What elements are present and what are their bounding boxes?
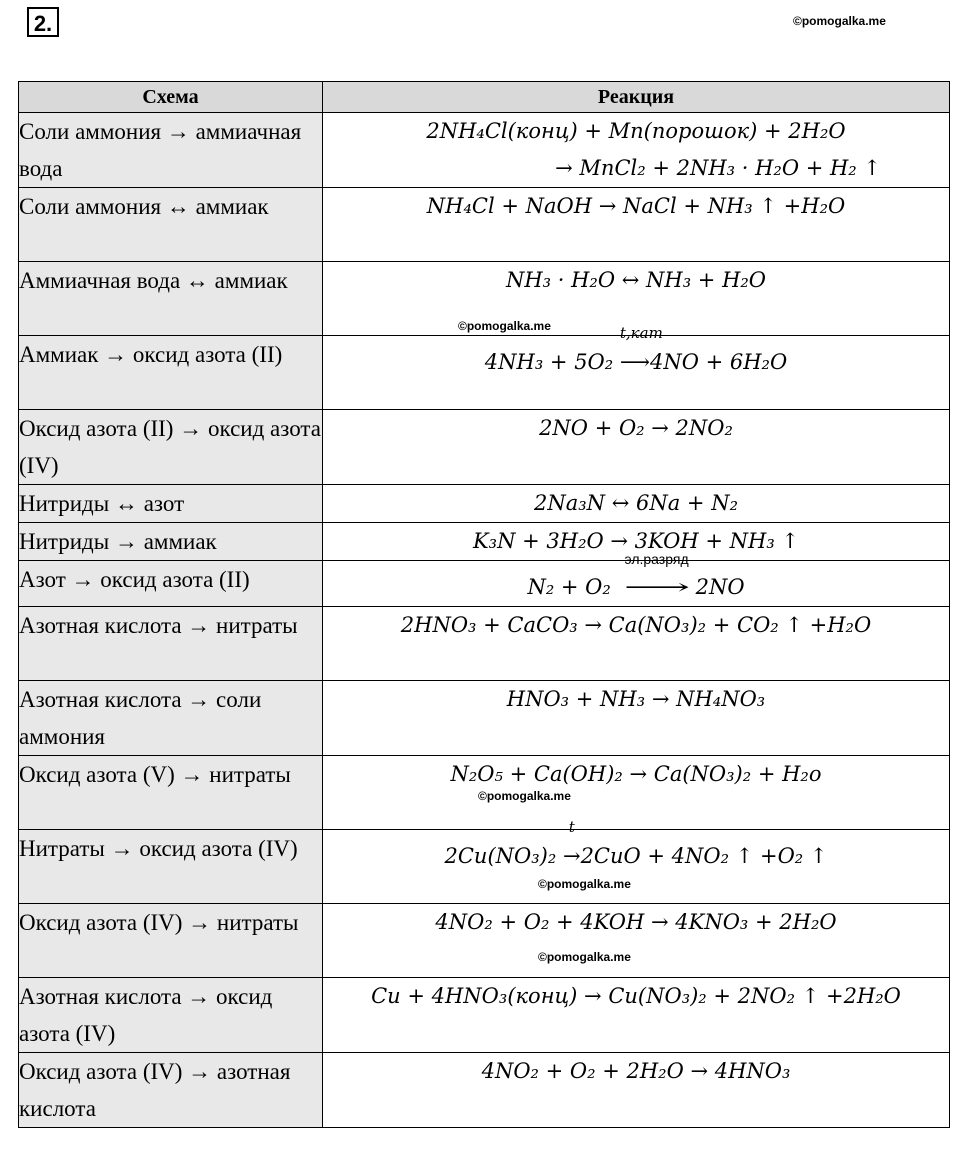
table-row: [19, 978, 950, 1053]
reaction-right: 4NO + 6H₂O: [649, 350, 788, 374]
watermark: ©pomogalka.me: [458, 319, 551, 333]
reaction-left: N₂ + O₂: [527, 575, 618, 599]
table-row: [19, 830, 950, 904]
scheme-cell: Азотная кислота → нитраты: [19, 607, 323, 681]
reaction-cell: 2Na₃N ↔ 6Na + N₂: [323, 485, 950, 523]
scheme-cell: Азотная кислота → оксид азота (IV): [19, 978, 323, 1053]
table-row: [19, 336, 950, 410]
scheme-cell: Соли аммония → аммиачная вода: [19, 113, 323, 188]
reaction-cell: [323, 818, 950, 904]
arrow-condition: t: [568, 818, 575, 836]
table-row: [19, 756, 950, 830]
reaction-line: → MnCl₂ + 2NH₃ · H₂O + H₂ ↑: [555, 156, 881, 180]
reaction-cell: K₃N + 3H₂O → 3KOH + NH₃ ↑: [323, 523, 950, 561]
scheme-cell: Аммиак → оксид азота (II): [19, 336, 323, 410]
table-row: [19, 262, 950, 336]
scheme-cell: Аммиачная вода ↔ аммиак: [19, 262, 323, 336]
table-row: [19, 561, 950, 607]
arrow-condition: t,кат: [619, 324, 663, 342]
reaction-cell: [323, 113, 950, 188]
reaction-line: 2NH₄Cl(конц) + Mn(порошок) + 2H₂O: [426, 119, 846, 143]
reaction-cell: N₂O₅ + Ca(OH)₂ → Ca(NO₃)₂ + H₂o: [323, 756, 950, 830]
scheme-cell: Азотная кислота → соли аммония: [19, 681, 323, 756]
watermark: ©pomogalka.me: [538, 950, 631, 964]
reaction-cell: NH₃ · H₂O ↔ NH₃ + H₂O: [323, 262, 950, 336]
reaction-right: 2CuO + 4NO₂ ↑ +O₂ ↑: [580, 844, 828, 868]
task-number: 2.: [27, 7, 59, 37]
reaction-cell: 4NO₂ + O₂ + 4KOH → 4KNO₃ + 2H₂O: [323, 904, 950, 978]
reaction-cell: NH₄Cl + NaOH → NaCl + NH₃ ↑ +H₂O: [323, 188, 950, 262]
scheme-cell: Оксид азота (V) → нитраты: [19, 756, 323, 830]
header-reaction: Реакция: [323, 82, 950, 113]
reaction-right: 2NO: [695, 575, 745, 599]
watermark: ©pomogalka.me: [478, 789, 571, 803]
reaction-arrow: ⟶: [623, 575, 690, 599]
reaction-cell: Cu + 4HNO₃(конц) → Cu(NO₃)₂ + 2NO₂ ↑ +2H₂O: [323, 978, 950, 1053]
table-header-row: [19, 82, 950, 113]
header-scheme: Схема: [19, 82, 323, 113]
table-row: [19, 904, 950, 978]
scheme-cell: Оксид азота (IV) → нитраты: [19, 904, 323, 978]
table-row: [19, 681, 950, 756]
watermark: ©pomogalka.me: [538, 877, 631, 891]
table-row: [19, 113, 950, 188]
scheme-cell: Соли аммония ↔ аммиак: [19, 188, 323, 262]
reaction-left: 4NH₃ + 5O₂: [484, 350, 620, 374]
reaction-left: 2Cu(NO₃)₂: [444, 844, 563, 868]
reaction-cell: HNO₃ + NH₃ → NH₄NO₃: [323, 681, 950, 756]
scheme-cell: Оксид азота (IV) → азотная кислота: [19, 1053, 323, 1128]
table-row: [19, 410, 950, 485]
reaction-cell: [323, 551, 950, 607]
reaction-arrow: →: [562, 844, 581, 868]
table-row: [19, 607, 950, 681]
table-row: [19, 485, 950, 523]
reaction-cell: 2HNO₃ + CaCO₃ → Ca(NO₃)₂ + CO₂ ↑ +H₂O: [323, 607, 950, 681]
reaction-cell: 2NO + O₂ → 2NO₂: [323, 410, 950, 485]
scheme-cell: Нитриды ↔ азот: [19, 485, 323, 523]
watermark: ©pomogalka.me: [793, 14, 886, 28]
table-row: [19, 188, 950, 262]
scheme-cell: Нитриды → аммиак: [19, 523, 323, 561]
reaction-arrow: ⟶: [619, 350, 650, 374]
reaction-cell: 4NO₂ + O₂ + 2H₂O → 4HNO₃: [323, 1053, 950, 1128]
scheme-cell: Нитраты → оксид азота (IV): [19, 830, 323, 904]
table-row: [19, 1053, 950, 1128]
table-row: [19, 523, 950, 561]
arrow-condition: эл.разряд: [624, 551, 689, 567]
reactions-table: [18, 81, 950, 1128]
scheme-cell: Оксид азота (II) → оксид азота (IV): [19, 410, 323, 485]
scheme-cell: Азот → оксид азота (II): [19, 561, 323, 607]
